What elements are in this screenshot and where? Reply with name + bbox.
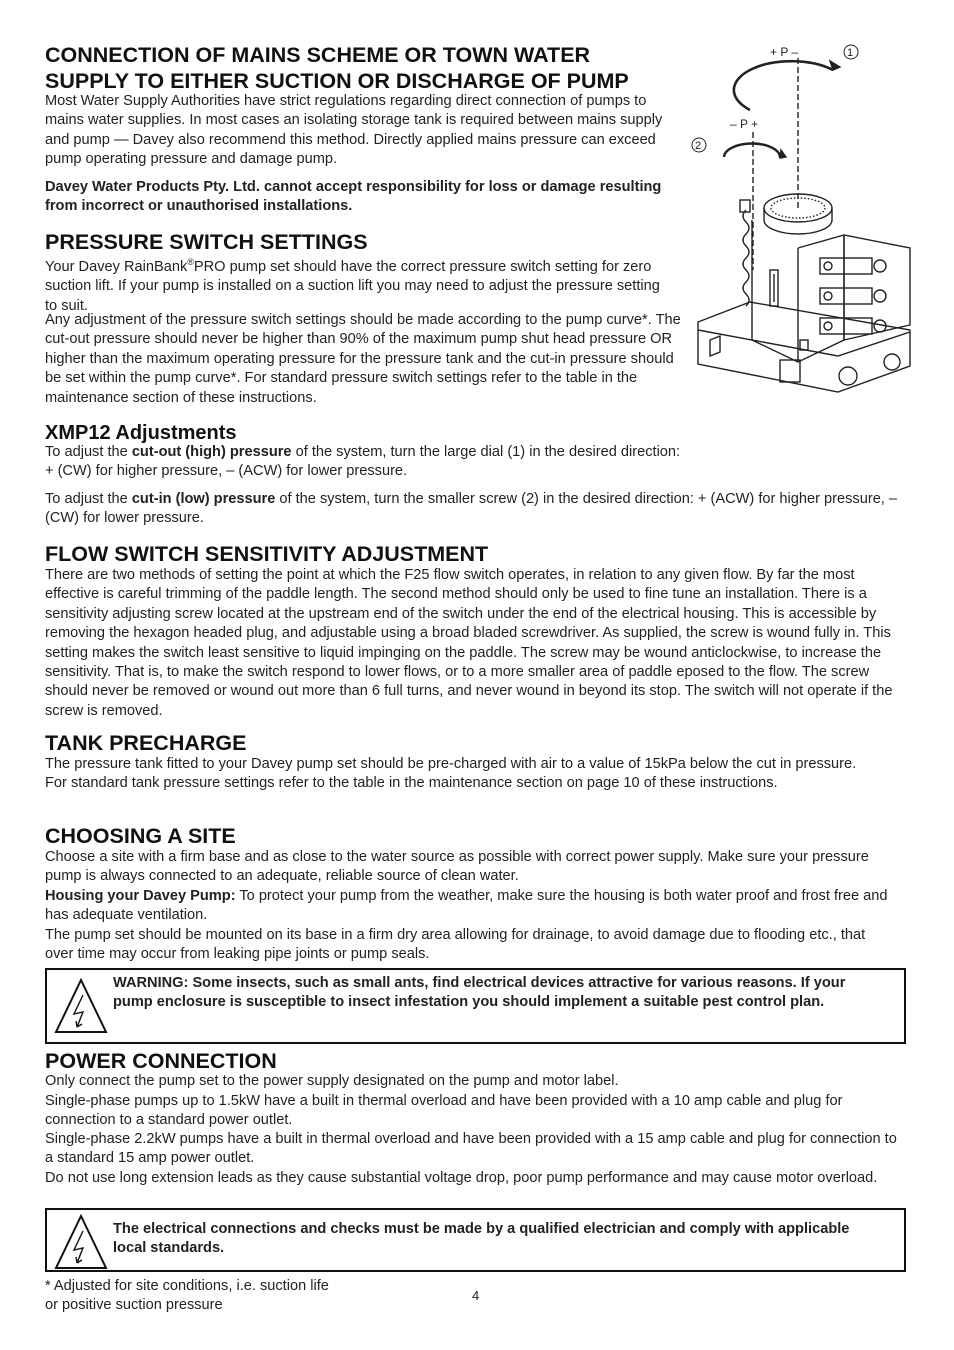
dial2-label: – P + [730, 117, 759, 131]
dial2-number: 2 [695, 140, 702, 152]
pressure-switch-illustration [688, 40, 914, 400]
site-paragraph2: Housing your Davey Pump: To protect your pump from the weather, make sure the housing is both water proof and frost free and has adequate ventilation. [45, 888, 888, 924]
dial1-number: 1 [847, 47, 854, 59]
pressure-switch-para2: Any adjustment of the pressure switch settings should be made according to the pump curve*. The cut-out pressure should never be higher than 90% of the maximum pump shut head pressure OR higher than the maximum operating pressure for the pressure tank and the cut-in pressure should be set within the pump curve*. For standard pressure switch settings refer to the table in the maintenance section of these instructions. [45, 312, 681, 406]
mains-heading-line1: CONNECTION OF MAINS SCHEME OR TOWN WATER [45, 43, 591, 67]
power-paragraph4: Do not use long extension leads as they cause substantial voltage drop, poor pump performance and may cause motor overload. [45, 1170, 878, 1186]
pressure-switch-figure [688, 40, 914, 400]
electrician-warning-text: The electrical connections and checks must be made by a qualified electrician and comply with applicable local standards. [113, 1221, 850, 1257]
xmp12-heading: XMP12 Adjustments [45, 422, 237, 444]
page-number: 4 [472, 1288, 480, 1303]
power-paragraph3: Single-phase 2.2kW pumps have a built in thermal overload and have been provided with a 15 amp cable and plug for connection to a standard 15 amp power outlet. [45, 1131, 897, 1167]
pressure-switch-heading: PRESSURE SWITCH SETTINGS [45, 230, 368, 254]
flow-switch-heading: FLOW SWITCH SENSITIVITY ADJUSTMENT [45, 542, 489, 566]
electrical-hazard-icon [53, 1213, 109, 1271]
xmp12-cut-in-paragraph: To adjust the cut-in (low) pressure of the system, turn the smaller screw (2) in the desired direction: + (ACW) for higher pressure, – (CW) for lower pressure. [45, 491, 898, 527]
tank-precharge-paragraph: The pressure tank fitted to your Davey pump set should be pre-charged with air to a value of 15kPa below the cut in pressure. For standard tank pressure settings refer to the table in the maintenance section on page 10 of these instructions. [45, 756, 857, 792]
flow-switch-paragraph: There are two methods of setting the point at which the F25 flow switch operates, in relation to any given flow. By far the most effective is careful trimming of the paddle length. The second method should only be used to fine tune an installation. There is a sensitivity adjusting screw located at the upstream end of the switch under the end of the electrical housing. This is accessible by removing the hexagon headed plug, and adjustable using a broad bladed screwdriver. As supplied, the screw is wound fully in. This setting makes the switch least sensitive to liquid impinging on the paddle. The screw may be wound anticlockwise, to increase the sensitivity. That is, to make the switch respond to lower flows, or to a more smaller area of paddle eposed to the flow. The screw should never be removed or wound out more than 6 full turns, and never wound in beyond its stop. The switch will not operate if the screw is removed. [45, 567, 893, 719]
electrician-warning-box [45, 1208, 906, 1272]
power-paragraph1: Only connect the pump set to the power supply designated on the pump and motor label. [45, 1073, 619, 1089]
footnote: * Adjusted for site conditions, i.e. suction life or positive suction pressure [45, 1278, 329, 1314]
mains-paragraph: Most Water Supply Authorities have strict regulations regarding direct connection of pumps to mains water supplies. In most cases an isolating storage tank is required between mains supply and pump — Davey also recommend this method. Directly applied mains pressure can exceed pump operating pressure and damage pump. [45, 93, 663, 168]
site-paragraph3: The pump set should be mounted on its base in a firm dry area allowing for drainage, to avoid damage due to flooding etc., that over time may occur from leaking pipe joints or pump seals. [45, 927, 866, 963]
dial1-label: + P – [770, 45, 799, 59]
pressure-switch-para1: Your Davey RainBank®PRO pump set should have the correct pressure switch setting for zero suction lift. If your pump is installed on a suction lift you may need to adjust the pressure setting to suit. [45, 257, 660, 314]
power-connection-heading: POWER CONNECTION [45, 1049, 277, 1073]
mains-disclaimer: Davey Water Products Pty. Ltd. cannot accept responsibility for loss or damage resulting from incorrect or unauthorised installations. [45, 179, 662, 215]
electrical-hazard-icon [53, 977, 109, 1035]
power-paragraph2: Single-phase pumps up to 1.5kW have a built in thermal overload and have been provided with a 10 amp cable and plug for connection to a standard power outlet. [45, 1093, 843, 1129]
site-paragraph1: Choose a site with a firm base and as close to the water source as possible with correct power supply. Make sure your pressure pump is always connected to an adequate, reliable source of clean water. [45, 849, 869, 885]
insect-warning-box [45, 968, 906, 1044]
mains-heading-line2: SUPPLY TO EITHER SUCTION OR DISCHARGE OF PUMP [45, 69, 629, 93]
insect-warning-text: WARNING: Some insects, such as small ants, find electrical devices attractive for various reasons. If your pump enclosure is susceptible to insect infestation you should implement a suitable pest control plan. [113, 975, 846, 1011]
tank-precharge-heading: TANK PRECHARGE [45, 731, 247, 755]
choosing-site-heading: CHOOSING A SITE [45, 824, 236, 848]
xmp12-cut-out-paragraph: To adjust the cut-out (high) pressure of the system, turn the large dial (1) in the desired direction: + (CW) for higher pressure, – (ACW) for lower pressure. [45, 444, 681, 480]
